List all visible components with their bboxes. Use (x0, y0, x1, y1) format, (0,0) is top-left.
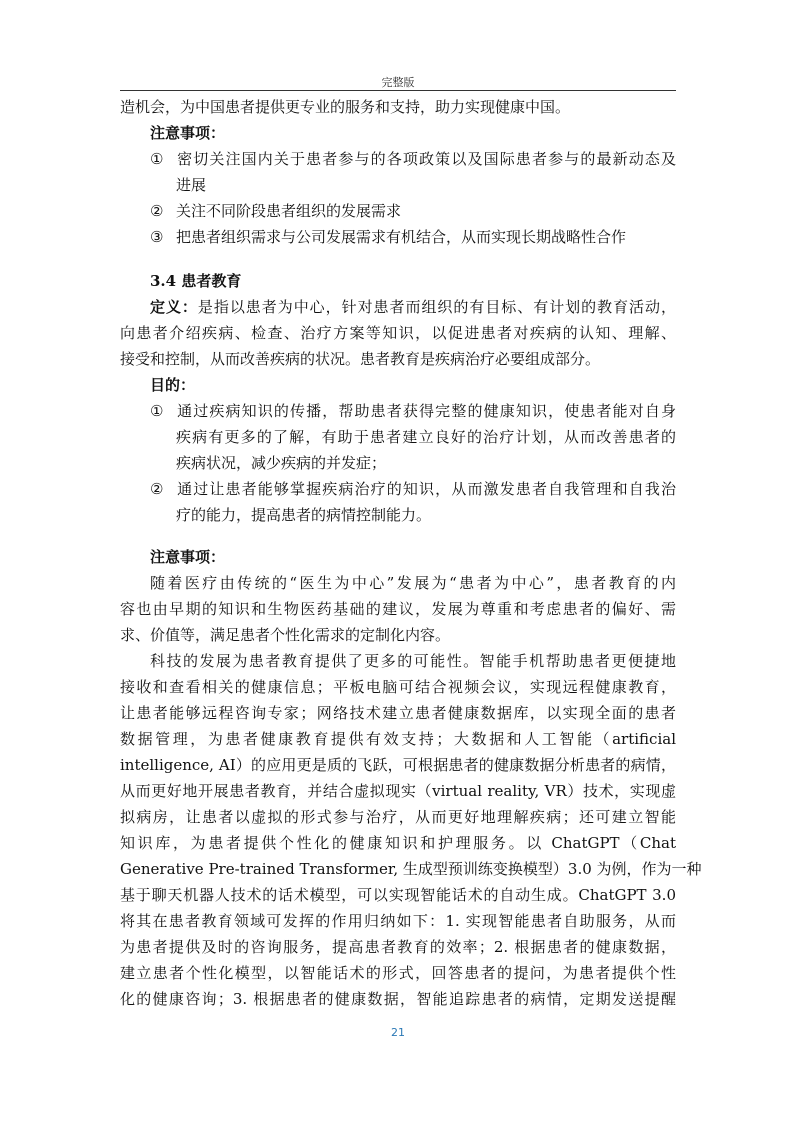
definition-line: 向患者介绍疾病、检查、治疗方案等知识，以促进患者对疾病的认知、理解、 (120, 324, 676, 342)
paragraph-line: 随着医疗由传统的“医生为中心”发展为“患者为中心”，患者教育的内 (150, 574, 676, 592)
paragraph-line: 接收和查看相关的健康信息；平板电脑可结合视频会议，实现远程健康教育， (120, 678, 676, 696)
paragraph-2 (120, 648, 702, 1012)
section-title: 3.4 患者教育 (150, 272, 242, 290)
paragraph-line: 科技的发展为患者教育提供了更多的可能性。智能手机帮助患者更便捷地 (150, 652, 676, 670)
item-text: 关注不同阶段患者组织的发展需求 (176, 202, 402, 220)
item-number: ② (150, 202, 164, 220)
spacer (120, 250, 676, 268)
purpose-label: 目的： (150, 376, 196, 394)
paragraph-line: 数据管理，为患者健康教育提供有效支持；大数据和人工智能（artificial (120, 730, 676, 748)
list-item (120, 398, 676, 424)
purpose-list (120, 398, 676, 528)
definition-text: 是指以患者为中心，针对患者而组织的有目标、有计划的教育活动， (197, 298, 676, 316)
paragraph-line: 拟病房，让患者以虚拟的形式参与治疗，从而更好地理解疾病；还可建立智能 (120, 808, 676, 826)
page-body (120, 94, 702, 1012)
notes-heading: 注意事项： (150, 124, 226, 142)
spacer (120, 528, 676, 544)
item-text: 通过让患者能够掌握疾病治疗的知识，从而激发患者自我管理和自我治 (176, 480, 676, 498)
paragraph-line: 容也由早期的知识和生物医药基础的建议，发展为尊重和考虑患者的偏好、需 (120, 600, 676, 618)
item-text: 密切关注国内关于患者参与的各项政策以及国际患者参与的最新动态及 (176, 150, 676, 168)
paragraph-line: 基于聊天机器人技术的话术模型，可以实现智能话术的自动生成。ChatGPT 3.0 (120, 886, 676, 904)
item-text-continued: 疾病有更多的了解，有助于患者建立良好的治疗计划，从而改善患者的 (176, 428, 676, 446)
item-text-continued: 疗的能力，提高患者的病情控制能力。 (176, 506, 432, 524)
item-number: ① (150, 150, 164, 168)
page-header-title: 完整版 (381, 76, 415, 89)
paragraph-line: 将其在患者教育领域可发挥的作用归纳如下：1. 实现智能患者自助服务，从而 (120, 912, 676, 930)
paragraph-line: 求、价值等，满足患者个性化需求的定制化内容。 (120, 626, 451, 644)
paragraph-line: 建立患者个性化模型，以智能话术的形式，回答患者的提问，为患者提供个性 (120, 964, 676, 982)
paragraph-line: 化的健康咨询；3. 根据患者的健康数据，智能追踪患者的病情，定期发送提醒 (120, 990, 676, 1008)
intro-line: 造机会，为中国患者提供更专业的服务和支持，助力实现健康中国。 (120, 98, 571, 116)
paragraph-line: 让患者能够远程咨询专家；网络技术建立患者健康数据库，以实现全面的患者 (120, 704, 676, 722)
page-number: 21 (391, 1026, 405, 1039)
definition-line: 接受和控制，从而改善疾病的状况。患者教育是疾病治疗必要组成部分。 (120, 350, 601, 368)
definition-label: 定义： (150, 298, 198, 316)
list-item (120, 224, 676, 250)
item-text-continued: 疾病状况，减少疾病的并发症； (176, 454, 387, 472)
item-number: ③ (150, 228, 164, 246)
notes-label: 注意事项： (150, 548, 226, 566)
paragraph-line: 从而更好地开展患者教育，并结合虚拟现实（virtual reality, VR）技术，实现虚 (120, 782, 676, 800)
list-item (120, 198, 676, 224)
header-rule (120, 90, 676, 91)
paragraph-line: Generative Pre-trained Transformer, 生成型预训练变换模型）3.0 为例，作为一种 (120, 860, 702, 878)
paragraph-1 (120, 570, 676, 648)
item-text: 把患者组织需求与公司发展需求有机结合，从而实现长期战略性合作 (176, 228, 627, 246)
item-number: ① (150, 402, 164, 420)
item-text: 通过疾病知识的传播，帮助患者获得完整的健康知识，使患者能对自身 (176, 402, 676, 420)
item-text-continued: 进展 (176, 176, 207, 194)
paragraph-line: 为患者提供及时的咨询服务，提高患者教育的效率；2. 根据患者的健康数据， (120, 938, 676, 956)
list-item (120, 476, 676, 502)
paragraph-line: 知识库，为患者提供个性化的健康知识和护理服务。以 ChatGPT（Chat (120, 834, 676, 852)
notes-list (120, 146, 676, 250)
item-number: ② (150, 480, 164, 498)
definition-line (120, 294, 676, 320)
list-item (120, 146, 676, 172)
paragraph-line: intelligence, AI）的应用更是质的飞跃，可根据患者的健康数据分析患者的病情， (120, 756, 676, 774)
